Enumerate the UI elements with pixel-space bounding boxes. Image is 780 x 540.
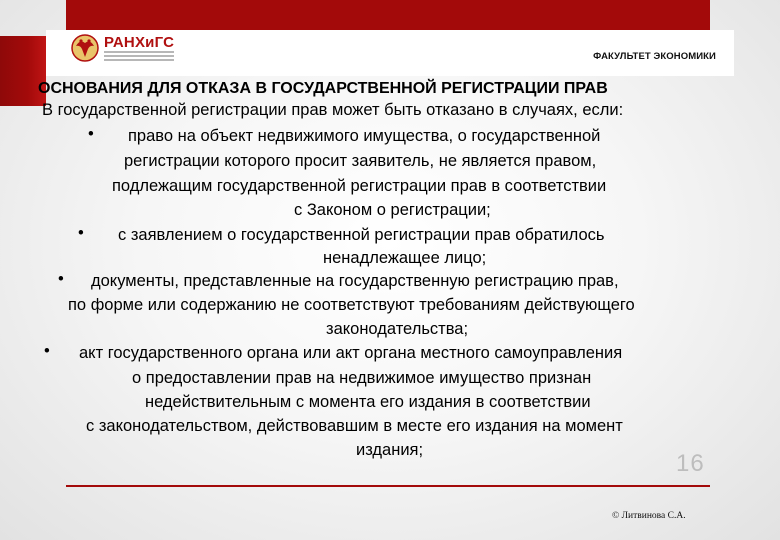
list-item-line: регистрации которого просит заявитель, не является правом, xyxy=(124,152,597,170)
list-item-line: ненадлежащее лицо; xyxy=(323,249,487,267)
list-item-line: с Законом о регистрации; xyxy=(294,201,491,219)
list-item-line: акт государственного органа или акт органа местного самоуправления xyxy=(79,344,623,362)
list-item-line: право на объект недвижимого имущества, о государственной xyxy=(128,127,601,145)
copyright-text: © Литвинова С.А. xyxy=(612,511,686,521)
slide-title: ОСНОВАНИЯ ДЛЯ ОТКАЗА В ГОСУДАРСТВЕННОЙ РЕГИСТРАЦИИ ПРАВ xyxy=(38,80,608,97)
logo-subtitle-lines xyxy=(104,51,174,63)
ranepa-logo xyxy=(70,31,220,67)
list-item-line: по форме или содержанию не соответствуют требованиям действующего xyxy=(68,296,635,314)
bullet-marker: • xyxy=(58,270,64,288)
list-item-line: законодательства; xyxy=(326,320,469,338)
double-headed-eagle-icon xyxy=(70,33,100,63)
list-item-line: с заявлением о государственной регистрации прав обратилось xyxy=(118,226,605,244)
bullet-marker: • xyxy=(88,125,94,143)
bottom-divider xyxy=(66,485,710,487)
list-item-line: подлежащим государственной регистрации прав в соответствии xyxy=(112,177,607,195)
list-item-line: документы, представленные на государственную регистрацию прав, xyxy=(91,272,619,290)
faculty-label: ФАКУЛЬТЕТ ЭКОНОМИКИ xyxy=(593,51,716,62)
list-item-line: издания; xyxy=(356,441,424,459)
page-number: 16 xyxy=(676,450,705,477)
logo-text: РАНХиГС xyxy=(104,34,175,51)
bullet-marker: • xyxy=(78,224,84,242)
list-item-line: с законодательством, действовавшим в месте его издания на момент xyxy=(86,417,623,435)
top-red-band xyxy=(66,0,710,30)
bullet-marker: • xyxy=(44,342,50,360)
list-item-line: о предоставлении прав на недвижимое имущество признан xyxy=(132,369,592,387)
list-item-line: недействительным с момента его издания в соответствии xyxy=(145,393,591,411)
intro-text: В государственной регистрации прав может быть отказано в случаях, если: xyxy=(42,101,624,119)
